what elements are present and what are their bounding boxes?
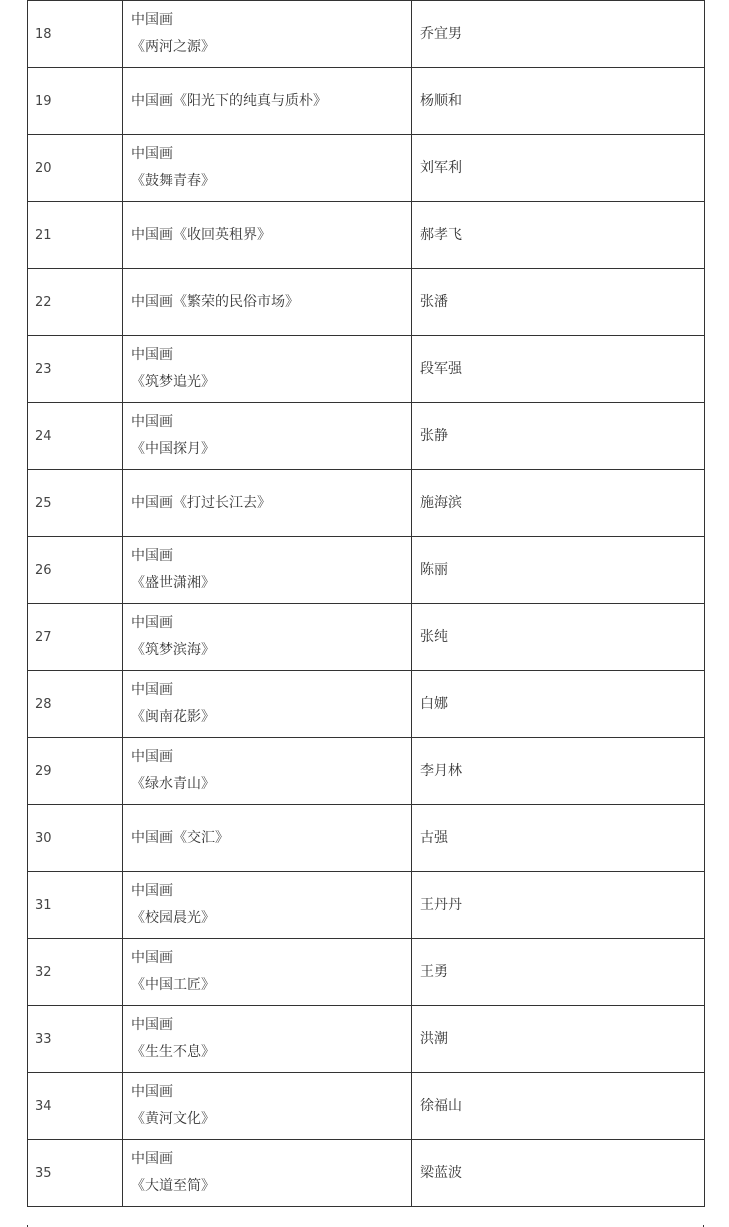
artist-name-cell: 梁蓝波 — [412, 1140, 705, 1207]
table-row — [28, 269, 705, 336]
artwork-title-line: 中国画《收回英租界》 — [131, 226, 271, 243]
artist-name-cell: 郝孝飞 — [412, 202, 705, 269]
row-number-cell: 23 — [28, 336, 123, 403]
artwork-title-cell — [123, 403, 412, 470]
table-row — [28, 1, 705, 68]
artist-name-cell: 王丹丹 — [412, 872, 705, 939]
artwork-title-line: 《中国工匠》 — [131, 977, 215, 993]
row-number-cell: 34 — [28, 1073, 123, 1140]
artwork-title-cell — [123, 135, 412, 202]
artist-name-cell: 古强 — [412, 805, 705, 872]
table-row — [28, 537, 705, 604]
artwork-title-cell — [123, 1, 412, 68]
row-number-cell: 35 — [28, 1140, 123, 1207]
artwork-list-table-container — [27, 0, 704, 1207]
artwork-title-line: 《绿水青山》 — [131, 776, 215, 792]
artwork-title-cell — [123, 537, 412, 604]
artist-name-cell: 杨顺和 — [412, 68, 705, 135]
artwork-title-cell — [123, 336, 412, 403]
row-number-cell: 22 — [28, 269, 123, 336]
artwork-title-line: 中国画 — [131, 146, 173, 162]
table-row — [28, 738, 705, 805]
artwork-title-line: 中国画《打过长江去》 — [131, 494, 271, 511]
row-number-cell: 26 — [28, 537, 123, 604]
artwork-title-cell — [123, 470, 412, 537]
artwork-title-line: 中国画 — [131, 1151, 173, 1167]
artist-name-cell: 徐福山 — [412, 1073, 705, 1140]
artwork-title-cell — [123, 1073, 412, 1140]
artwork-title-line: 中国画《繁荣的民俗市场》 — [131, 293, 299, 310]
artwork-title-line: 中国画 — [131, 414, 173, 430]
artwork-title-cell — [123, 68, 412, 135]
artwork-title-cell — [123, 939, 412, 1006]
artwork-title-line: 中国画 — [131, 347, 173, 363]
row-number-cell: 21 — [28, 202, 123, 269]
table-row — [28, 604, 705, 671]
artist-name-cell: 乔宜男 — [412, 1, 705, 68]
artwork-title-cell — [123, 671, 412, 738]
artwork-title-line: 《盛世潇湘》 — [131, 575, 215, 591]
table-row — [28, 470, 705, 537]
artwork-title-cell — [123, 604, 412, 671]
artist-name-cell: 刘军利 — [412, 135, 705, 202]
artist-name-cell: 王勇 — [412, 939, 705, 1006]
artwork-title-line: 中国画 — [131, 615, 173, 631]
artwork-title-line: 《黄河文化》 — [131, 1111, 215, 1127]
artwork-title-cell — [123, 738, 412, 805]
table-row — [28, 671, 705, 738]
row-number-cell: 24 — [28, 403, 123, 470]
table-row — [28, 805, 705, 872]
row-number-cell: 32 — [28, 939, 123, 1006]
artwork-title-line: 中国画 — [131, 1084, 173, 1100]
artist-name-cell: 白娜 — [412, 671, 705, 738]
row-number-cell: 18 — [28, 1, 123, 68]
row-number-cell: 31 — [28, 872, 123, 939]
table-row — [28, 135, 705, 202]
row-number-cell: 30 — [28, 805, 123, 872]
artwork-title-line: 中国画 — [131, 682, 173, 698]
table-row — [28, 939, 705, 1006]
artist-name-cell: 李月林 — [412, 738, 705, 805]
table-row — [28, 1073, 705, 1140]
artwork-title-cell — [123, 202, 412, 269]
artwork-title-cell — [123, 805, 412, 872]
artist-name-cell: 施海滨 — [412, 470, 705, 537]
row-number-cell: 28 — [28, 671, 123, 738]
artwork-title-line: 中国画 — [131, 1017, 173, 1033]
artwork-title-cell — [123, 1006, 412, 1073]
artwork-title-line: 中国画 — [131, 749, 173, 765]
artwork-title-line: 中国画 — [131, 950, 173, 966]
artwork-list-table — [27, 0, 705, 1207]
artwork-title-line: 中国画 — [131, 883, 173, 899]
table-row — [28, 872, 705, 939]
row-number-cell: 29 — [28, 738, 123, 805]
artwork-title-line: 《大道至简》 — [131, 1178, 215, 1194]
artwork-title-cell — [123, 1140, 412, 1207]
row-number-cell: 27 — [28, 604, 123, 671]
table-row — [28, 1006, 705, 1073]
artwork-title-line: 《筑梦滨海》 — [131, 642, 215, 658]
artist-name-cell: 张潘 — [412, 269, 705, 336]
artwork-title-cell — [123, 269, 412, 336]
artwork-title-line: 《鼓舞青春》 — [131, 173, 215, 189]
artwork-title-cell — [123, 872, 412, 939]
row-number-cell: 25 — [28, 470, 123, 537]
table-row — [28, 336, 705, 403]
artwork-title-line: 《闽南花影》 — [131, 709, 215, 725]
artwork-title-line: 《筑梦追光》 — [131, 374, 215, 390]
artist-name-cell: 陈丽 — [412, 537, 705, 604]
artwork-title-line: 《校园晨光》 — [131, 910, 215, 926]
artist-name-cell: 洪潮 — [412, 1006, 705, 1073]
artist-name-cell: 张纯 — [412, 604, 705, 671]
artwork-title-line: 中国画 — [131, 548, 173, 564]
artwork-title-line: 《两河之源》 — [131, 39, 215, 55]
artist-name-cell: 段军强 — [412, 336, 705, 403]
table-body — [28, 1, 705, 1207]
artwork-title-line: 中国画 — [131, 12, 173, 28]
row-number-cell: 33 — [28, 1006, 123, 1073]
artwork-title-line: 《中国探月》 — [131, 441, 215, 457]
artist-name-cell: 张静 — [412, 403, 705, 470]
row-number-cell: 19 — [28, 68, 123, 135]
table-row — [28, 68, 705, 135]
row-number-cell: 20 — [28, 135, 123, 202]
artwork-title-line: 中国画《阳光下的纯真与质朴》 — [131, 92, 327, 109]
table-row — [28, 403, 705, 470]
table-row — [28, 1140, 705, 1207]
artwork-title-line: 《生生不息》 — [131, 1044, 215, 1060]
artwork-title-line: 中国画《交汇》 — [131, 829, 229, 846]
table-row — [28, 202, 705, 269]
